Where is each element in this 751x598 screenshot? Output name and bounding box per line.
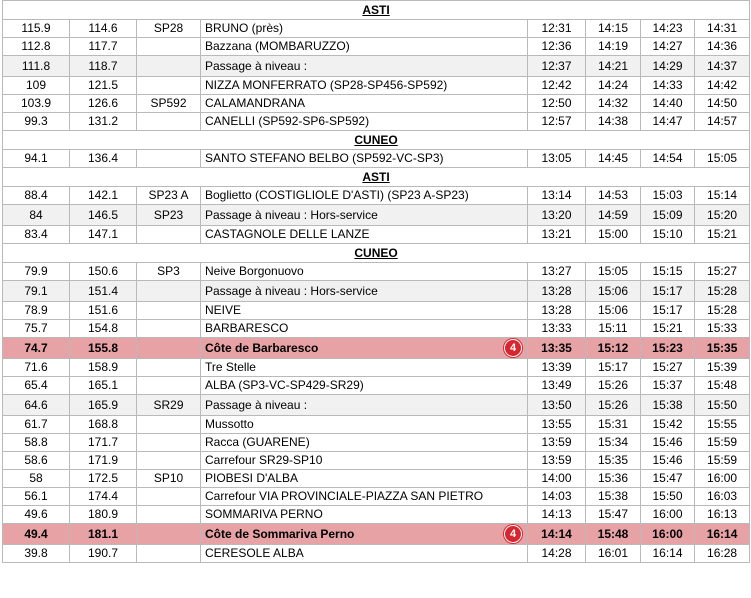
time-cell-1: 12:42 — [528, 77, 586, 95]
time-cell-1: 14:28 — [528, 545, 586, 563]
place-cell: Racca (GUARENE) — [201, 434, 528, 452]
km-done-cell: 111.8 — [3, 56, 70, 77]
time-cell-3: 15:37 — [641, 377, 695, 395]
km-done-cell: 65.4 — [3, 377, 70, 395]
region-header-row — [3, 244, 750, 263]
km-done-cell: 56.1 — [3, 488, 70, 506]
time-cell-2: 14:53 — [586, 187, 641, 205]
road-cell — [137, 226, 201, 244]
time-cell-4: 14:42 — [695, 77, 750, 95]
time-cell-2: 15:26 — [586, 377, 641, 395]
time-cell-4: 14:31 — [695, 20, 750, 38]
road-cell — [137, 452, 201, 470]
road-cell — [137, 524, 201, 545]
table-row — [3, 263, 750, 281]
time-cell-3: 15:17 — [641, 302, 695, 320]
time-cell-2: 14:24 — [586, 77, 641, 95]
table-row — [3, 434, 750, 452]
time-cell-3: 15:47 — [641, 470, 695, 488]
place-cell: SANTO STEFANO BELBO (SP592-VC-SP3) — [201, 150, 528, 168]
time-cell-4: 16:00 — [695, 470, 750, 488]
place-wrap — [205, 338, 523, 358]
table-row — [3, 359, 750, 377]
time-cell-4: 15:14 — [695, 187, 750, 205]
time-cell-4: 15:33 — [695, 320, 750, 338]
place-cell: Carrefour VIA PROVINCIALE-PIAZZA SAN PIETRO — [201, 488, 528, 506]
place-cell: SOMMARIVA PERNO — [201, 506, 528, 524]
itinerary-table — [2, 0, 750, 563]
region-name: ASTI — [3, 168, 750, 187]
place-cell: Bazzana (MOMBARUZZO) — [201, 38, 528, 56]
table-row — [3, 38, 750, 56]
time-cell-1: 13:50 — [528, 395, 586, 416]
time-cell-1: 12:57 — [528, 113, 586, 131]
km-done-cell: 103.9 — [3, 95, 70, 113]
km-left-cell: 180.9 — [70, 506, 137, 524]
time-cell-2: 15:11 — [586, 320, 641, 338]
table-row — [3, 545, 750, 563]
time-cell-2: 15:38 — [586, 488, 641, 506]
time-cell-4: 16:28 — [695, 545, 750, 563]
time-cell-4: 14:36 — [695, 38, 750, 56]
time-cell-3: 14:33 — [641, 77, 695, 95]
km-left-cell: 142.1 — [70, 187, 137, 205]
table-row — [3, 20, 750, 38]
km-done-cell: 49.6 — [3, 506, 70, 524]
time-cell-1: 13:33 — [528, 320, 586, 338]
time-cell-3: 14:27 — [641, 38, 695, 56]
time-cell-4: 16:03 — [695, 488, 750, 506]
km-done-cell: 58 — [3, 470, 70, 488]
place-cell: Passage à niveau : — [201, 395, 528, 416]
time-cell-3: 15:27 — [641, 359, 695, 377]
km-left-cell: 126.6 — [70, 95, 137, 113]
time-cell-3: 16:14 — [641, 545, 695, 563]
km-done-cell: 83.4 — [3, 226, 70, 244]
km-done-cell: 71.6 — [3, 359, 70, 377]
road-cell — [137, 506, 201, 524]
table-row — [3, 95, 750, 113]
table-row — [3, 187, 750, 205]
time-cell-2: 15:26 — [586, 395, 641, 416]
road-cell: SP28 — [137, 20, 201, 38]
time-cell-2: 14:59 — [586, 205, 641, 226]
time-cell-3: 15:21 — [641, 320, 695, 338]
place-cell: CERESOLE ALBA — [201, 545, 528, 563]
km-left-cell: 131.2 — [70, 113, 137, 131]
table-row — [3, 470, 750, 488]
time-cell-1: 12:37 — [528, 56, 586, 77]
time-cell-1: 12:50 — [528, 95, 586, 113]
time-cell-1: 13:35 — [528, 338, 586, 359]
place-cell — [201, 524, 528, 545]
time-cell-1: 14:14 — [528, 524, 586, 545]
time-cell-1: 13:28 — [528, 302, 586, 320]
level-crossing-row — [3, 395, 750, 416]
km-left-cell: 150.6 — [70, 263, 137, 281]
road-cell — [137, 77, 201, 95]
time-cell-2: 15:06 — [586, 281, 641, 302]
km-done-cell: 58.6 — [3, 452, 70, 470]
km-left-cell: 114.6 — [70, 20, 137, 38]
table-row — [3, 452, 750, 470]
km-left-cell: 136.4 — [70, 150, 137, 168]
time-cell-2: 15:36 — [586, 470, 641, 488]
km-left-cell: 118.7 — [70, 56, 137, 77]
time-cell-2: 15:05 — [586, 263, 641, 281]
km-done-cell: 64.6 — [3, 395, 70, 416]
climb-row — [3, 524, 750, 545]
time-cell-3: 15:17 — [641, 281, 695, 302]
climb-category-badge-icon: 4 — [504, 525, 522, 543]
time-cell-1: 13:14 — [528, 187, 586, 205]
place-cell — [201, 338, 528, 359]
time-cell-4: 15:28 — [695, 281, 750, 302]
road-cell: SR29 — [137, 395, 201, 416]
road-cell: SP10 — [137, 470, 201, 488]
km-done-cell: 79.9 — [3, 263, 70, 281]
km-left-cell: 121.5 — [70, 77, 137, 95]
level-crossing-row — [3, 281, 750, 302]
road-cell — [137, 488, 201, 506]
time-cell-3: 15:42 — [641, 416, 695, 434]
km-left-cell: 171.7 — [70, 434, 137, 452]
place-cell: BARBARESCO — [201, 320, 528, 338]
table-row — [3, 150, 750, 168]
climb-category-badge-icon: 4 — [504, 339, 522, 357]
road-cell — [137, 545, 201, 563]
place-cell: Passage à niveau : Hors-service — [201, 281, 528, 302]
road-cell — [137, 416, 201, 434]
level-crossing-row — [3, 56, 750, 77]
time-cell-4: 15:27 — [695, 263, 750, 281]
place-cell: ALBA (SP3-VC-SP429-SR29) — [201, 377, 528, 395]
time-cell-2: 15:34 — [586, 434, 641, 452]
time-cell-1: 13:39 — [528, 359, 586, 377]
time-cell-1: 14:00 — [528, 470, 586, 488]
time-cell-2: 14:19 — [586, 38, 641, 56]
table-row — [3, 488, 750, 506]
km-left-cell: 190.7 — [70, 545, 137, 563]
itinerary-rows — [3, 1, 750, 563]
table-row — [3, 226, 750, 244]
time-cell-2: 15:06 — [586, 302, 641, 320]
region-name: ASTI — [3, 1, 750, 20]
km-left-cell: 154.8 — [70, 320, 137, 338]
km-left-cell: 165.9 — [70, 395, 137, 416]
time-cell-4: 16:14 — [695, 524, 750, 545]
time-cell-1: 14:13 — [528, 506, 586, 524]
road-cell — [137, 320, 201, 338]
road-cell — [137, 113, 201, 131]
time-cell-4: 15:28 — [695, 302, 750, 320]
region-name: CUNEO — [3, 244, 750, 263]
place-cell: NIZZA MONFERRATO (SP28-SP456-SP592) — [201, 77, 528, 95]
table-row — [3, 416, 750, 434]
km-done-cell: 115.9 — [3, 20, 70, 38]
time-cell-2: 15:17 — [586, 359, 641, 377]
time-cell-3: 15:03 — [641, 187, 695, 205]
km-left-cell: 146.5 — [70, 205, 137, 226]
place-cell: CASTAGNOLE DELLE LANZE — [201, 226, 528, 244]
time-cell-1: 13:55 — [528, 416, 586, 434]
time-cell-4: 15:35 — [695, 338, 750, 359]
km-left-cell: 174.4 — [70, 488, 137, 506]
time-cell-4: 15:50 — [695, 395, 750, 416]
time-cell-1: 13:05 — [528, 150, 586, 168]
time-cell-2: 15:31 — [586, 416, 641, 434]
time-cell-3: 14:23 — [641, 20, 695, 38]
km-left-cell: 151.4 — [70, 281, 137, 302]
time-cell-1: 13:59 — [528, 434, 586, 452]
table-row — [3, 77, 750, 95]
km-done-cell: 109 — [3, 77, 70, 95]
time-cell-3: 15:46 — [641, 452, 695, 470]
region-name: CUNEO — [3, 131, 750, 150]
road-cell: SP592 — [137, 95, 201, 113]
km-done-cell: 39.8 — [3, 545, 70, 563]
time-cell-2: 15:12 — [586, 338, 641, 359]
place-wrap — [205, 524, 523, 544]
time-cell-4: 15:59 — [695, 452, 750, 470]
time-cell-3: 14:54 — [641, 150, 695, 168]
road-cell — [137, 359, 201, 377]
level-crossing-row — [3, 205, 750, 226]
time-cell-4: 14:50 — [695, 95, 750, 113]
time-cell-3: 14:29 — [641, 56, 695, 77]
time-cell-1: 13:49 — [528, 377, 586, 395]
region-header-row — [3, 168, 750, 187]
time-cell-3: 15:38 — [641, 395, 695, 416]
time-cell-1: 12:31 — [528, 20, 586, 38]
place-cell: Tre Stelle — [201, 359, 528, 377]
time-cell-1: 12:36 — [528, 38, 586, 56]
km-done-cell: 84 — [3, 205, 70, 226]
time-cell-2: 15:35 — [586, 452, 641, 470]
km-done-cell: 94.1 — [3, 150, 70, 168]
road-cell: SP23 — [137, 205, 201, 226]
time-cell-2: 15:48 — [586, 524, 641, 545]
time-cell-2: 14:45 — [586, 150, 641, 168]
time-cell-3: 14:40 — [641, 95, 695, 113]
time-cell-4: 15:39 — [695, 359, 750, 377]
place-cell: Neive Borgonuovo — [201, 263, 528, 281]
time-cell-3: 15:50 — [641, 488, 695, 506]
table-row — [3, 320, 750, 338]
climb-row — [3, 338, 750, 359]
time-cell-4: 15:05 — [695, 150, 750, 168]
table-row — [3, 302, 750, 320]
km-left-cell: 172.5 — [70, 470, 137, 488]
time-cell-2: 15:00 — [586, 226, 641, 244]
km-left-cell: 155.8 — [70, 338, 137, 359]
place-cell: BRUNO (près) — [201, 20, 528, 38]
time-cell-2: 14:15 — [586, 20, 641, 38]
km-done-cell: 79.1 — [3, 281, 70, 302]
time-cell-3: 15:09 — [641, 205, 695, 226]
place-cell: Boglietto (COSTIGLIOLE D'ASTI) (SP23 A-SP23) — [201, 187, 528, 205]
time-cell-1: 14:03 — [528, 488, 586, 506]
km-done-cell: 75.7 — [3, 320, 70, 338]
road-cell — [137, 302, 201, 320]
road-cell — [137, 434, 201, 452]
time-cell-3: 15:46 — [641, 434, 695, 452]
place-cell: NEIVE — [201, 302, 528, 320]
km-done-cell: 99.3 — [3, 113, 70, 131]
time-cell-4: 15:20 — [695, 205, 750, 226]
place-cell: Mussotto — [201, 416, 528, 434]
table-row — [3, 506, 750, 524]
road-cell — [137, 377, 201, 395]
region-header-row — [3, 131, 750, 150]
time-cell-4: 14:37 — [695, 56, 750, 77]
km-done-cell: 61.7 — [3, 416, 70, 434]
road-cell: SP3 — [137, 263, 201, 281]
km-left-cell: 181.1 — [70, 524, 137, 545]
road-cell — [137, 38, 201, 56]
time-cell-4: 15:59 — [695, 434, 750, 452]
time-cell-3: 15:15 — [641, 263, 695, 281]
time-cell-1: 13:21 — [528, 226, 586, 244]
km-done-cell: 58.8 — [3, 434, 70, 452]
road-cell — [137, 150, 201, 168]
time-cell-1: 13:20 — [528, 205, 586, 226]
place-cell: CALAMANDRANA — [201, 95, 528, 113]
place-name: Côte de Sommariva Perno — [205, 527, 355, 541]
road-cell: SP23 A — [137, 187, 201, 205]
road-cell — [137, 56, 201, 77]
time-cell-2: 16:01 — [586, 545, 641, 563]
time-cell-4: 15:48 — [695, 377, 750, 395]
km-left-cell: 168.8 — [70, 416, 137, 434]
km-done-cell: 78.9 — [3, 302, 70, 320]
km-done-cell: 112.8 — [3, 38, 70, 56]
time-cell-2: 14:32 — [586, 95, 641, 113]
time-cell-1: 13:28 — [528, 281, 586, 302]
region-header-row — [3, 1, 750, 20]
time-cell-4: 16:13 — [695, 506, 750, 524]
road-cell — [137, 281, 201, 302]
km-left-cell: 158.9 — [70, 359, 137, 377]
place-cell: Passage à niveau : — [201, 56, 528, 77]
time-cell-3: 16:00 — [641, 506, 695, 524]
place-cell: CANELLI (SP592-SP6-SP592) — [201, 113, 528, 131]
time-cell-3: 14:47 — [641, 113, 695, 131]
time-cell-1: 13:27 — [528, 263, 586, 281]
km-left-cell: 147.1 — [70, 226, 137, 244]
time-cell-4: 15:55 — [695, 416, 750, 434]
km-done-cell: 49.4 — [3, 524, 70, 545]
km-left-cell: 171.9 — [70, 452, 137, 470]
time-cell-2: 14:21 — [586, 56, 641, 77]
km-done-cell: 88.4 — [3, 187, 70, 205]
time-cell-4: 15:21 — [695, 226, 750, 244]
km-done-cell: 74.7 — [3, 338, 70, 359]
place-name: Côte de Barbaresco — [205, 341, 319, 355]
km-left-cell: 117.7 — [70, 38, 137, 56]
time-cell-3: 16:00 — [641, 524, 695, 545]
road-cell — [137, 338, 201, 359]
place-cell: PIOBESI D'ALBA — [201, 470, 528, 488]
place-cell: Carrefour SR29-SP10 — [201, 452, 528, 470]
time-cell-1: 13:59 — [528, 452, 586, 470]
time-cell-3: 15:23 — [641, 338, 695, 359]
table-row — [3, 377, 750, 395]
time-cell-2: 14:38 — [586, 113, 641, 131]
place-cell: Passage à niveau : Hors-service — [201, 205, 528, 226]
time-cell-4: 14:57 — [695, 113, 750, 131]
time-cell-3: 15:10 — [641, 226, 695, 244]
time-cell-2: 15:47 — [586, 506, 641, 524]
km-left-cell: 165.1 — [70, 377, 137, 395]
table-row — [3, 113, 750, 131]
km-left-cell: 151.6 — [70, 302, 137, 320]
